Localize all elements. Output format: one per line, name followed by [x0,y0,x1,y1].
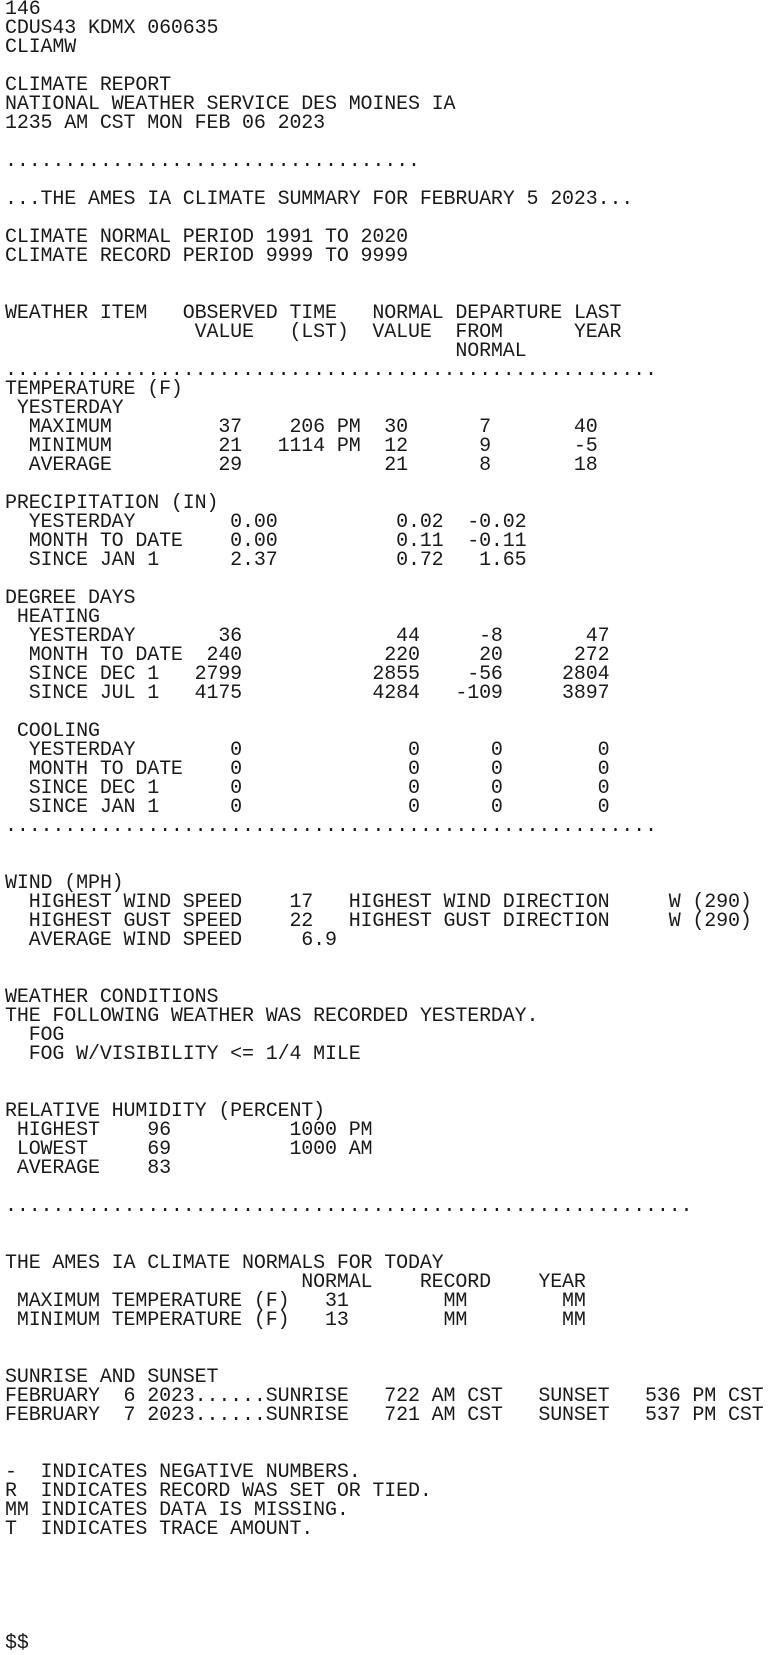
report-line: .......................................................... [5,1195,693,1218]
report-line: CLIMATE NORMAL PERIOD 1991 TO 2020 [5,226,408,249]
report-line: HIGHEST WIND SPEED 17 HIGHEST WIND DIRECTION W (290) [5,891,752,914]
report-line [5,1216,778,1235]
report-line [5,836,778,855]
report-line: VALUE (LST) VALUE FROM YEAR [5,321,622,344]
report-line: MONTH TO DATE 0.00 0.11 -0.11 [5,530,527,553]
report-line: THE FOLLOWING WEATHER WAS RECORDED YESTERDAY. [5,1005,539,1028]
report-line: SUNRISE AND SUNSET [5,1366,219,1389]
report-line [5,1558,778,1577]
report-line: SINCE JUL 1 4175 4284 -109 3897 [5,682,610,705]
report-line [5,1577,778,1596]
report-line: NORMAL RECORD YEAR [5,1271,586,1294]
report-line: WEATHER CONDITIONS [5,986,219,1009]
report-line: HIGHEST GUST SPEED 22 HIGHEST GUST DIRECTION W (290) [5,910,752,933]
report-line: YESTERDAY 36 44 -8 47 [5,625,610,648]
report-line: CLIMATE REPORT [5,74,171,97]
report-line [5,266,778,285]
report-line: COOLING [5,720,100,743]
report-line: MM INDICATES DATA IS MISSING. [5,1499,349,1522]
report-line: $$ [5,1632,29,1655]
report-line: THE AMES IA CLIMATE NORMALS FOR TODAY [5,1252,444,1275]
report-line: 146 [5,0,41,21]
report-line: CLIMATE RECORD PERIOD 9999 TO 9999 [5,245,408,268]
report-line: 1235 AM CST MON FEB 06 2023 [5,112,326,135]
report-line [5,1425,778,1444]
report-line: YESTERDAY 0 0 0 0 [5,739,610,762]
report-line: - INDICATES NEGATIVE NUMBERS. [5,1461,361,1484]
report-line: FEBRUARY 7 2023......SUNRISE 721 AM CST SUNSET 537 PM CST [5,1404,764,1427]
report-line: MAXIMUM 37 206 PM 30 7 40 [5,416,598,439]
report-line: MONTH TO DATE 0 0 0 0 [5,758,610,781]
report-line: CDUS43 KDMX 060635 [5,17,219,40]
report-line [5,1539,778,1558]
report-line [5,703,778,722]
report-line: MONTH TO DATE 240 220 20 272 [5,644,610,667]
report-line: SINCE JAN 1 2.37 0.72 1.65 [5,549,527,572]
report-line: FOG W/VISIBILITY <= 1/4 MILE [5,1043,361,1066]
report-line: YESTERDAY [5,397,124,420]
report-line: MINIMUM TEMPERATURE (F) 13 MM MM [5,1309,586,1332]
report-line: WEATHER ITEM OBSERVED TIME NORMAL DEPARTURE LAST [5,302,622,325]
report-line [5,1596,778,1615]
report-line: LOWEST 69 1000 AM [5,1138,373,1161]
report-line: ...THE AMES IA CLIMATE SUMMARY FOR FEBRUARY 5 2023... [5,188,634,211]
report-line: NORMAL [5,340,527,363]
report-line: ....................................................... [5,815,657,838]
report-line: T INDICATES TRACE AMOUNT. [5,1518,314,1541]
report-line: MINIMUM 21 1114 PM 12 9 -5 [5,435,598,458]
report-line: AVERAGE 83 [5,1157,171,1180]
report-line: FEBRUARY 6 2023......SUNRISE 722 AM CST SUNSET 536 PM CST [5,1385,764,1408]
report-line: RELATIVE HUMIDITY (PERCENT) [5,1100,326,1123]
report-line: ....................................................... [5,359,657,382]
report-line [5,1615,778,1634]
report-line [5,1330,778,1349]
report-line: FOG [5,1024,65,1047]
report-line [5,950,778,969]
report-line [5,1064,778,1083]
report-line: SINCE DEC 1 0 0 0 0 [5,777,610,800]
report-line: ................................... [5,150,420,173]
report-line: PRECIPITATION (IN) [5,492,219,515]
report-line: SINCE DEC 1 2799 2855 -56 2804 [5,663,610,686]
report-line: AVERAGE 29 21 8 18 [5,454,598,477]
report-line: DEGREE DAYS [5,587,136,610]
report-line: WIND (MPH) [5,872,124,895]
report-line: TEMPERATURE (F) [5,378,183,401]
report-line: NATIONAL WEATHER SERVICE DES MOINES IA [5,93,456,116]
report-line: MAXIMUM TEMPERATURE (F) 31 MM MM [5,1290,586,1313]
report-line: YESTERDAY 0.00 0.02 -0.02 [5,511,527,534]
report-line: AVERAGE WIND SPEED 6.9 [5,929,337,952]
report-line: CLIAMW [5,36,77,59]
report-line: R INDICATES RECORD WAS SET OR TIED. [5,1480,432,1503]
report-line: SINCE JAN 1 0 0 0 0 [5,796,610,819]
report-line: HEATING [5,606,100,629]
report-line: HIGHEST 96 1000 PM [5,1119,373,1142]
